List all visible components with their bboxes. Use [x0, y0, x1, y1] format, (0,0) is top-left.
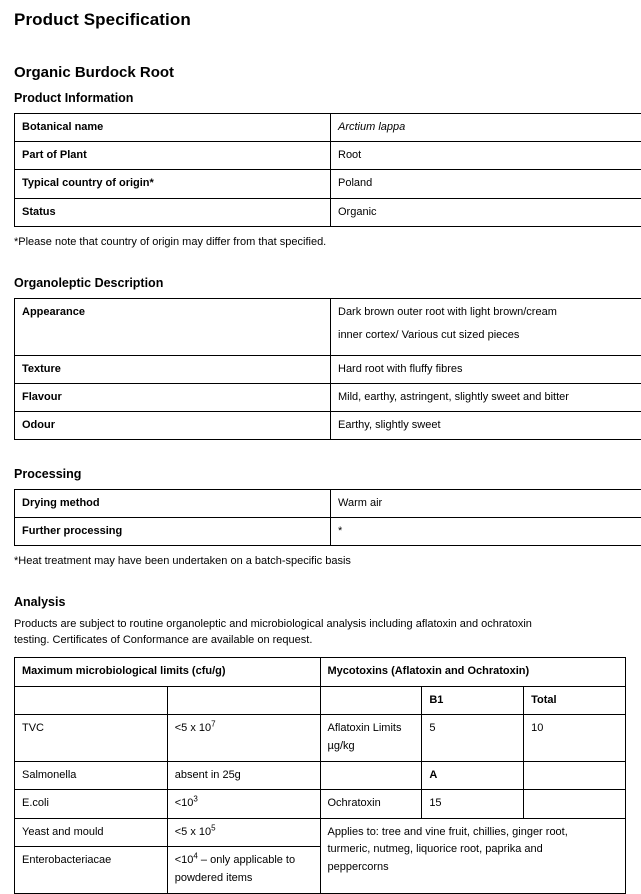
row-label: Status	[15, 198, 331, 226]
page-title: Product Specification	[14, 10, 627, 30]
table-row	[15, 114, 641, 142]
myco-total	[524, 761, 626, 790]
analysis-intro-line2: testing. Certificates of Conformance are available on request.	[14, 634, 312, 646]
row-value: Poland	[331, 170, 641, 198]
table-row	[15, 715, 626, 761]
table-row	[15, 383, 641, 411]
myco-total: 10	[524, 715, 626, 761]
row-label: Further processing	[15, 518, 331, 546]
table-header-row	[15, 658, 626, 687]
micro-limit-exponent: 5	[211, 823, 215, 832]
row-value: *	[331, 518, 641, 546]
row-value: Mild, earthy, astringent, slightly sweet and bitter	[331, 383, 641, 411]
table-row	[15, 761, 626, 790]
row-label: Appearance	[15, 298, 331, 355]
product-information-footnote: *Please note that country of origin may differ from that specified.	[14, 235, 627, 249]
applies-to-note	[320, 818, 626, 893]
section-heading-product-information: Product Information	[14, 91, 627, 106]
section-heading-analysis: Analysis	[14, 595, 627, 610]
subheader-total: Total	[524, 686, 626, 715]
subheader-blank-1	[15, 686, 168, 715]
myco-name	[320, 761, 422, 790]
micro-limit-exponent: 7	[211, 720, 215, 729]
micro-limit-value: <5 x 10	[175, 722, 211, 734]
myco-b1: 5	[422, 715, 524, 761]
row-value: Earthy, slightly sweet	[331, 411, 641, 439]
micro-limit-exponent: 3	[193, 795, 197, 804]
subheader-blank-3	[320, 686, 422, 715]
micro-name: Yeast and mould	[15, 818, 168, 847]
micro-limit-suffix: – only applicable to powdered items	[175, 854, 295, 884]
processing-footnote: *Heat treatment may have been undertaken on a batch-specific basis	[14, 554, 627, 568]
analysis-intro-line1: Products are subject to routine organoleptic and microbiological analysis including aflatoxin and ochratoxin	[14, 618, 532, 630]
processing-table	[14, 489, 641, 546]
table-row	[15, 818, 626, 847]
micro-limit-value: <5 x 10	[175, 826, 211, 838]
micro-limit	[167, 847, 320, 893]
micro-limit	[167, 790, 320, 819]
product-information-table	[14, 113, 641, 226]
micro-name: Enterobacteriacae	[15, 847, 168, 893]
micro-name: TVC	[15, 715, 168, 761]
row-value: Root	[331, 142, 641, 170]
row-value	[331, 298, 641, 355]
micro-limit-value: <10	[175, 854, 194, 866]
applies-to-line3: peppercorns	[328, 859, 620, 877]
table-row	[15, 355, 641, 383]
micro-limit-value: <10	[175, 797, 194, 809]
myco-total	[524, 790, 626, 819]
row-value: Hard root with fluffy fibres	[331, 355, 641, 383]
header-myco: Mycotoxins (Aflatoxin and Ochratoxin)	[320, 658, 626, 687]
applies-to-line1: Applies to: tree and vine fruit, chillies, ginger root,	[328, 824, 620, 842]
micro-limit	[167, 715, 320, 761]
myco-b1: 15	[422, 790, 524, 819]
micro-limit-exponent: 4	[193, 852, 197, 861]
micro-limit: absent in 25g	[167, 761, 320, 790]
organoleptic-table	[14, 298, 641, 440]
subheader-blank-2	[167, 686, 320, 715]
product-name: Organic Burdock Root	[14, 64, 627, 82]
myco-b1: A	[422, 761, 524, 790]
analysis-table	[14, 657, 626, 893]
table-row	[15, 411, 641, 439]
subheader-b1: B1	[422, 686, 524, 715]
table-subheader-row	[15, 686, 626, 715]
row-label: Texture	[15, 355, 331, 383]
analysis-intro	[14, 617, 627, 649]
table-row	[15, 518, 641, 546]
row-label: Drying method	[15, 490, 331, 518]
table-row	[15, 298, 641, 355]
row-label: Typical country of origin*	[15, 170, 331, 198]
section-heading-organoleptic: Organoleptic Description	[14, 276, 627, 291]
micro-name: E.coli	[15, 790, 168, 819]
myco-name: Ochratoxin	[320, 790, 422, 819]
row-value-line2: inner cortex/ Various cut sized pieces	[338, 327, 641, 344]
row-label: Botanical name	[15, 114, 331, 142]
micro-limit	[167, 818, 320, 847]
table-row	[15, 170, 641, 198]
row-value-line1: Dark brown outer root with light brown/cream	[338, 304, 641, 321]
row-value: Organic	[331, 198, 641, 226]
applies-to-line2: turmeric, nutmeg, liquorice root, paprika and	[328, 841, 620, 859]
table-row	[15, 198, 641, 226]
row-label: Part of Plant	[15, 142, 331, 170]
row-value: Arctium lappa	[331, 114, 641, 142]
micro-name: Salmonella	[15, 761, 168, 790]
table-row	[15, 490, 641, 518]
header-micro: Maximum microbiological limits (cfu/g)	[15, 658, 321, 687]
myco-name: Aflatoxin Limits µg/kg	[320, 715, 422, 761]
row-value: Warm air	[331, 490, 641, 518]
table-row	[15, 790, 626, 819]
section-heading-processing: Processing	[14, 467, 627, 482]
row-label: Odour	[15, 411, 331, 439]
row-label: Flavour	[15, 383, 331, 411]
table-row	[15, 142, 641, 170]
